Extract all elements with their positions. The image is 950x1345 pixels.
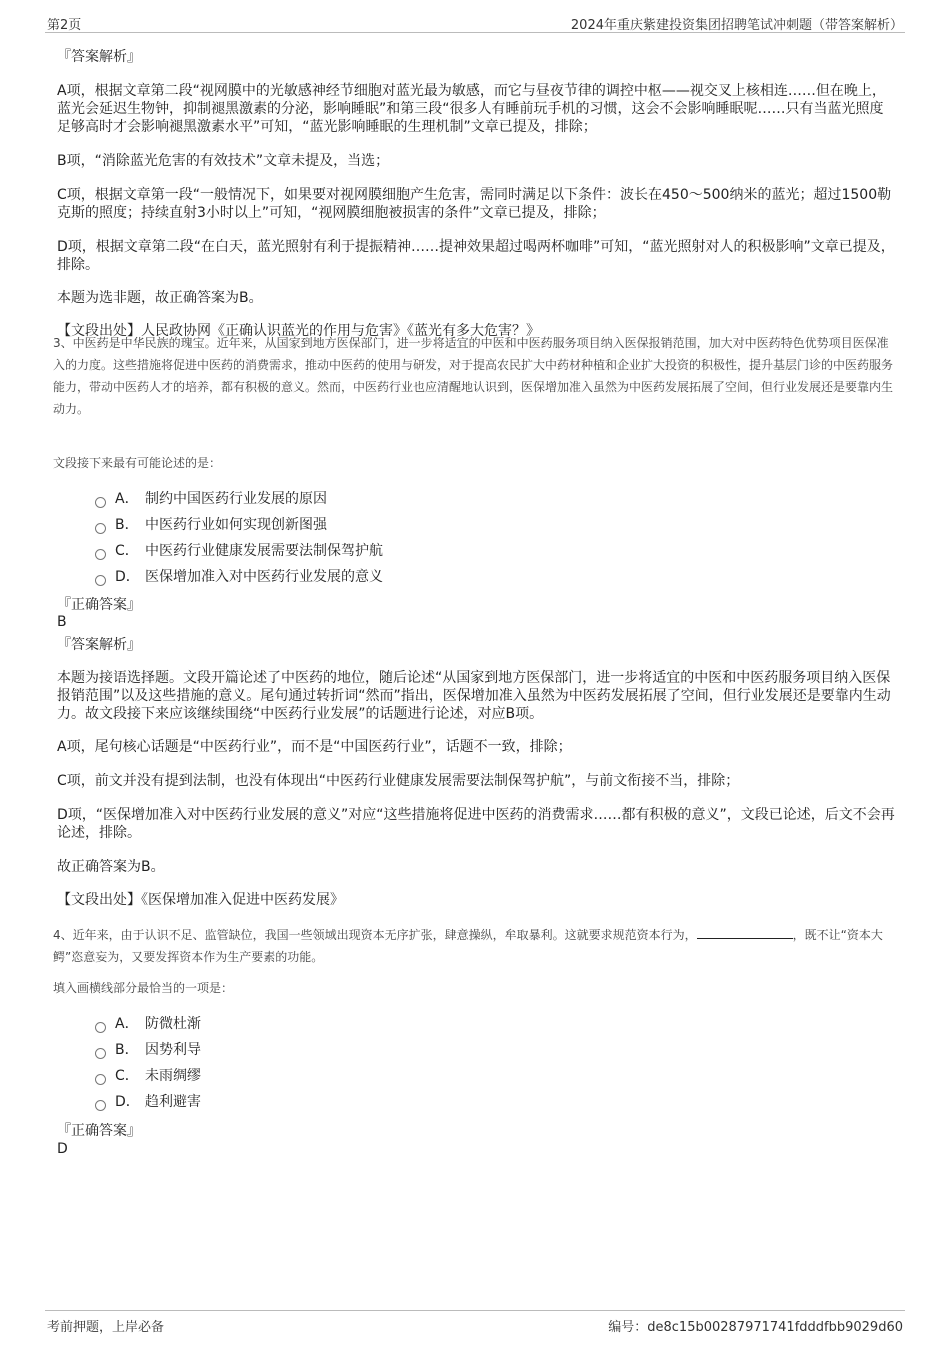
q3-analysis-para: C项，前文并没有提到法制，也没有体现出“中医药行业健康发展需要法制保驾护航”，与前文衔接不当，排除； [57,773,740,789]
radio-icon[interactable] [95,1100,106,1111]
q4-option-a[interactable]: A． 防微杜渐 [95,1011,695,1037]
q2-conclusion: 本题为选非题，故正确答案为B。 [57,290,263,306]
radio-icon[interactable] [95,575,106,586]
page-number: 第2页 [47,18,82,33]
q3-analysis-para: 本题为接语选择题。文段开篇论述了中医药的地位，随后论述“从国家到地方医保部门，进一步将适宜的中医和中医药服务项目纳入医保报销范围”以及这些措施的意义。尾句通过转折词“然而”指出，医保增加准入虽然为中医药发展拓展了空间，但行业发展还是要靠内生动力。故文段接下来应该继续围绕“中医药行业发展”的话题进行论述，对应B项。 [57,670,891,722]
q3-option-b[interactable]: B． 中医药行业如何实现创新图强 [95,512,695,538]
q3-option-a[interactable]: A． 制约中国医药行业发展的原因 [95,486,695,512]
radio-icon[interactable] [95,497,106,508]
q3-option-d[interactable]: D． 医保增加准入对中医药行业发展的意义 [95,564,695,590]
q4-stem: 4、近年来，由于认识不足、监管缺位，我国一些领域出现资本无序扩张，肆意操纵，牟取暴利。这就要求规范资本行为， ，既不让“资本大鳄”恣意妄为，又要发挥资本作为生产要素的功能。 [53,928,883,964]
q4-option-c[interactable]: C． 未雨绸缪 [95,1063,695,1089]
q4-options [95,1011,695,1115]
q4-answer: D [57,1141,68,1157]
q4-answer-label: 『正确答案』 [57,1123,141,1139]
q4-question: 填入画横线部分最恰当的一项是： [53,981,234,995]
document-code: 编号：de8c15b00287971741fdddfbb9029d60 [608,1320,903,1335]
radio-icon[interactable] [95,1022,106,1033]
page-footer [45,1310,905,1337]
q2-source: 【文段出处】人民政协网《正确认识蓝光的作用与危害》《蓝光有多大危害？》 [57,323,540,339]
q4-option-b[interactable]: B． 因势利导 [95,1037,695,1063]
radio-icon[interactable] [95,1048,106,1059]
q3-conclusion: 故正确答案为B。 [57,859,165,875]
q2-analysis-label: 『答案解析』 [57,49,141,65]
q2-analysis-para: A项，根据文章第二段“视网膜中的光敏感神经节细胞对蓝光最为敏感，而它与昼夜节律的调控中枢——视交叉上核相连……但在晚上，蓝光会延迟生物钟，抑制褪黑激素的分泌，影响睡眠”和第三段“很多人有睡前玩手机的习惯，这会不会影响睡眠呢……只有当蓝光照度足够高时才会影响褪黑激素水平”可知，“蓝光影响睡眠的生理机制”文章已提及，排除； [57,83,886,135]
q2-analysis-para: C项，根据文章第一段“一般情况下，如果要对视网膜细胞产生危害，需同时满足以下条件：波长在450～500纳米的蓝光；超过1500勒克斯的照度；持续直射3小时以上”可知，“视网膜细胞被损害的条件”文章已提及，排除； [57,187,892,221]
q4-option-d[interactable]: D． 趋利避害 [95,1089,695,1115]
q2-analysis-para: B项，“消除蓝光危害的有效技术”文章未提及，当选； [57,153,390,169]
q3-analysis-para: A项，尾句核心话题是“中医药行业”，而不是“中国医药行业”，话题不一致，排除； [57,739,572,755]
q2-analysis-para: D项，根据文章第二段“在白天，蓝光照射有利于提振精神……提神效果超过喝两杯咖啡”可知，“蓝光照射对人的积极影响”文章已提及，排除。 [57,239,895,273]
radio-icon[interactable] [95,549,106,560]
q3-answer: B [57,614,67,630]
q3-source: 【文段出处】《医保增加准入促进中医药发展》 [57,892,344,908]
q3-question: 文段接下来最有可能论述的是： [53,456,222,470]
footer-slogan: 考前押题，上岸必备 [47,1320,165,1335]
q3-answer-label: 『正确答案』 [57,597,141,613]
q3-stem-text: 3、中医药是中华民族的瑰宝。近年来，从国家到地方医保部门，进一步将适宜的中医和中医药服务项目纳入医保报销范围，加大对中医药特色优势项目医保准入的力度。这些措施将促进中医药的消费需求，推动中医药的使用与研发，对于提高农民扩大中药材种植和企业扩大投资的积极性，提升基层门诊的中医药服务能力，带动中医药人才的培养，都有积极的意义。然而，中医药行业也应清醒地认识到，医保增加准入虽然为中医药发展拓展了空间，但行业发展还是要靠内生动力。 [53,336,894,416]
document-title: 2024年重庆紫建投资集团招聘笔试冲刺题（带答案解析） [570,18,903,33]
q3-analysis-para: D项，“医保增加准入对中医药行业发展的意义”对应“这些措施将促进中医药的消费需求……都有积极的意义”，文段已论述，后文不会再论述，排除。 [57,807,895,841]
page-header [45,12,905,33]
q3-analysis-label: 『答案解析』 [57,637,141,653]
radio-icon[interactable] [95,1074,106,1085]
answer-blank [697,926,793,939]
q3-options [95,486,695,590]
q3-option-c[interactable]: C． 中医药行业健康发展需要法制保驾护航 [95,538,695,564]
radio-icon[interactable] [95,523,106,534]
